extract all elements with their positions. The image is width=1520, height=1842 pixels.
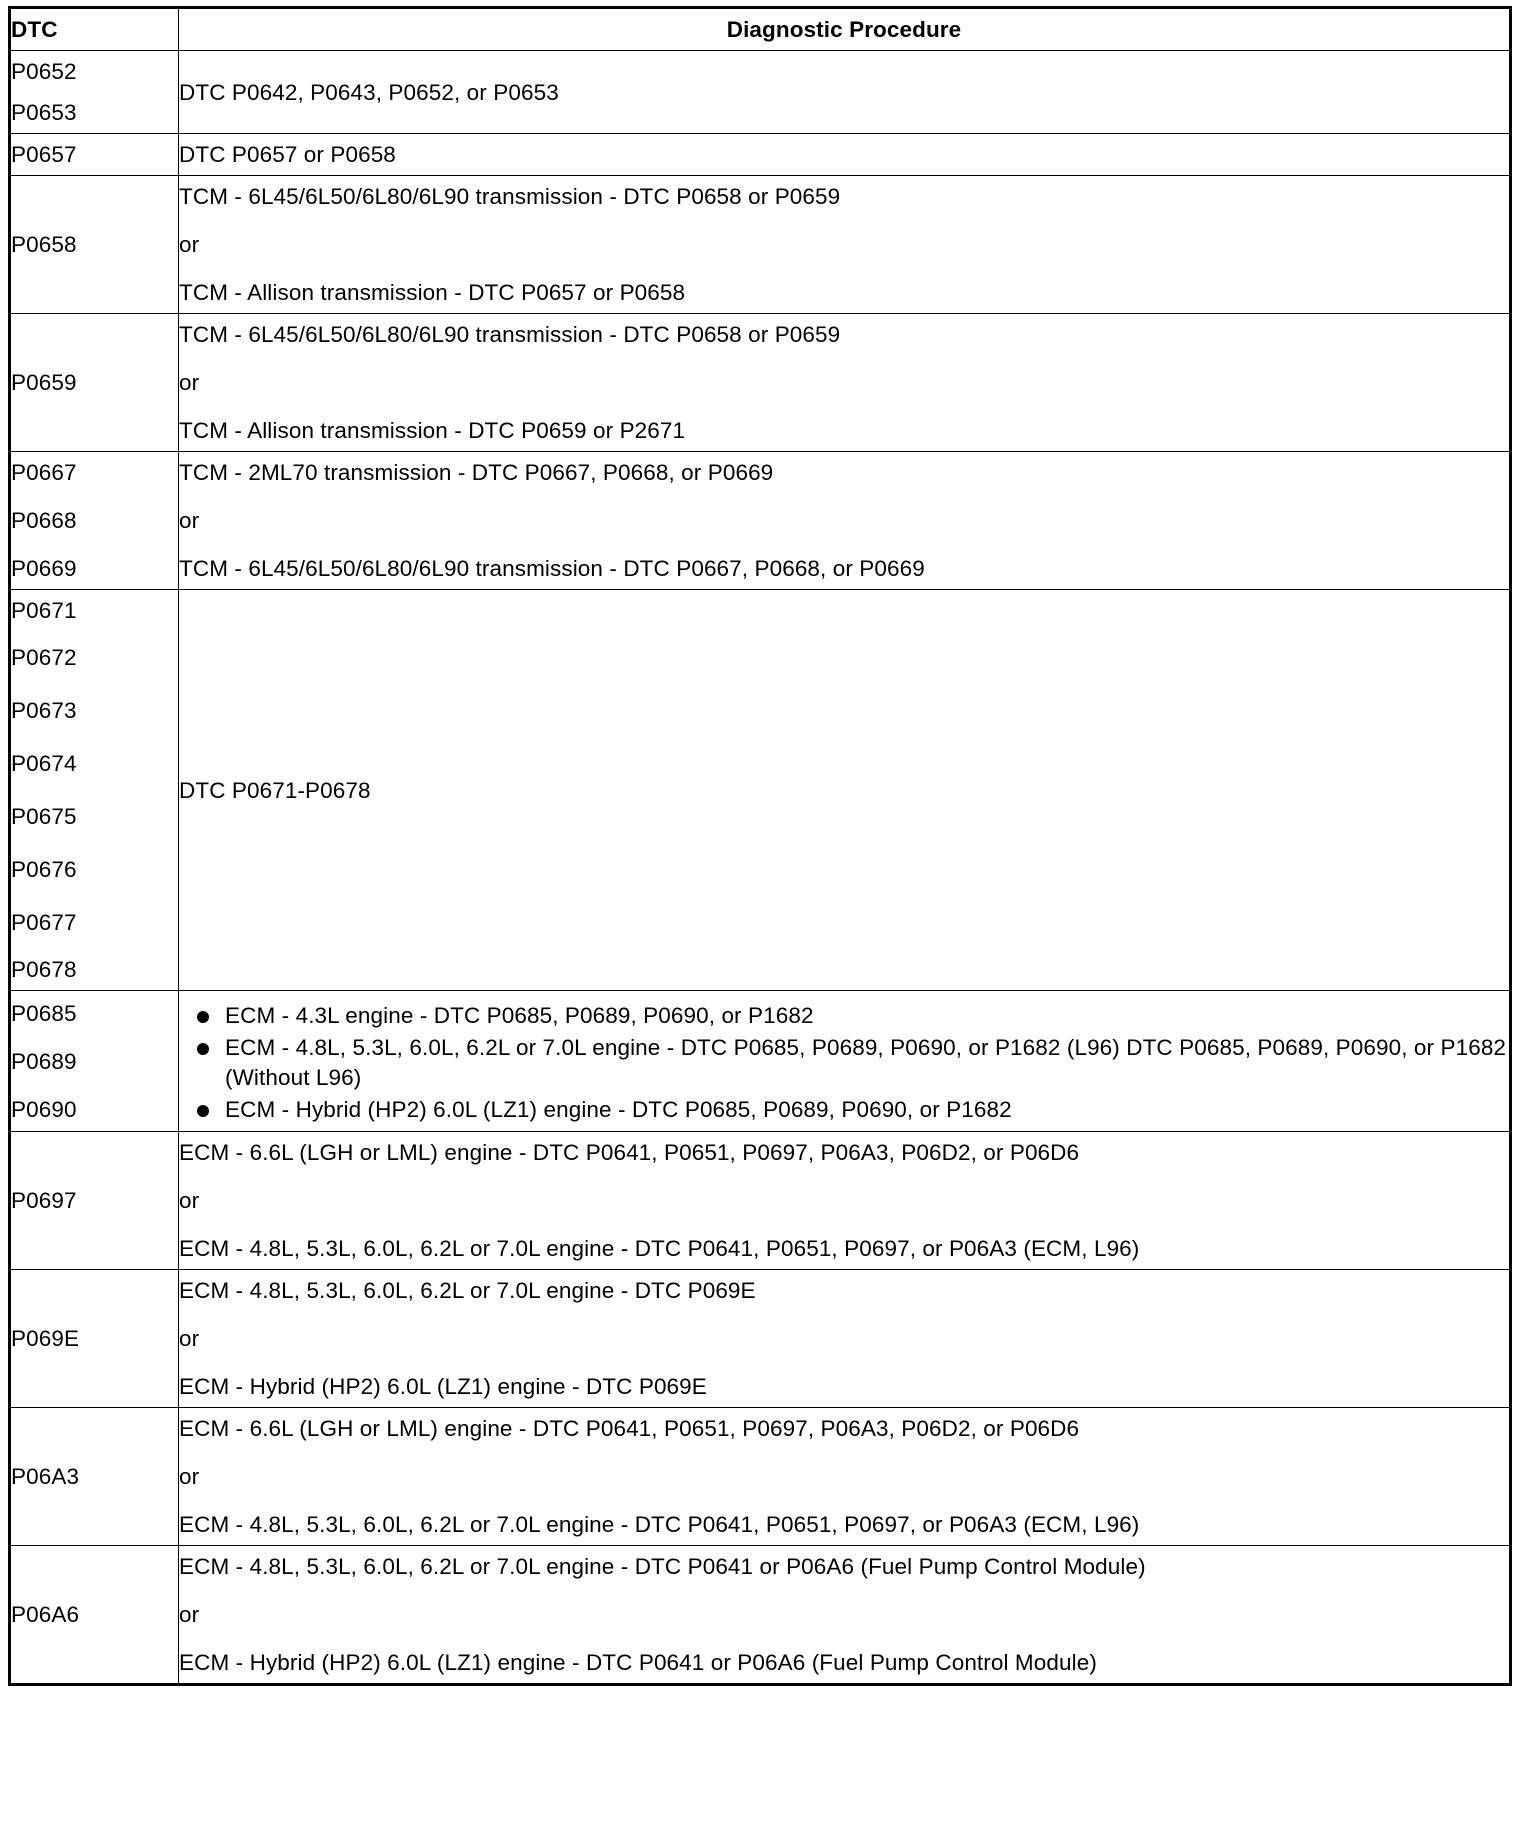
dtc-code: P06A6 <box>11 1602 80 1627</box>
dtc-code: P0690 <box>11 1096 77 1122</box>
procedure-or: or <box>179 508 200 533</box>
dtc-cell <box>10 590 179 991</box>
procedure-cell <box>179 452 1511 590</box>
procedure-cell <box>179 176 1511 314</box>
procedure-text: TCM - 2ML70 transmission - DTC P0667, P0668, or P0669 <box>179 460 774 485</box>
table-row <box>10 314 1511 452</box>
dtc-table <box>8 6 1512 1686</box>
dtc-code: P0674 <box>11 751 77 776</box>
dtc-code: P06A3 <box>11 1464 80 1489</box>
procedure-cell <box>179 51 1511 134</box>
procedure-cell <box>179 991 1511 1132</box>
table-row <box>10 590 1511 991</box>
procedure-text: TCM - 6L45/6L50/6L80/6L90 transmission - DTC P0667, P0668, or P0669 <box>179 556 925 581</box>
dtc-cell <box>10 1408 179 1546</box>
procedure-text: DTC P0671-P0678 <box>179 777 371 803</box>
procedure-or: or <box>179 1188 200 1213</box>
dtc-cell <box>10 452 179 590</box>
procedure-or: or <box>179 1602 200 1627</box>
procedure-text: TCM - Allison transmission - DTC P0659 or P2671 <box>179 418 686 443</box>
column-header-procedure: Diagnostic Procedure <box>179 8 1511 51</box>
procedure-or: or <box>179 1464 200 1489</box>
procedure-text: ECM - 4.8L, 5.3L, 6.0L, 6.2L or 7.0L engine - DTC P0641 or P06A6 (Fuel Pump Control Module) <box>179 1554 1146 1579</box>
procedure-cell <box>179 1270 1511 1408</box>
dtc-cell <box>10 991 179 1132</box>
dtc-code: P0658 <box>11 232 77 257</box>
procedure-cell <box>179 1132 1511 1270</box>
dtc-code: P069E <box>11 1326 80 1351</box>
procedure-cell <box>179 134 1511 176</box>
procedure-text: TCM - Allison transmission - DTC P0657 or P0658 <box>179 280 686 305</box>
procedure-text: ECM - 4.8L, 5.3L, 6.0L, 6.2L or 7.0L engine - DTC P0641, P0651, P0697, or P06A3 (ECM, L96) <box>179 1512 1140 1537</box>
procedure-cell <box>179 1408 1511 1546</box>
bullet-icon <box>197 1105 209 1117</box>
dtc-cell <box>10 1132 179 1270</box>
dtc-code: P0672 <box>11 645 77 670</box>
dtc-code: P0657 <box>11 142 77 167</box>
dtc-cell <box>10 314 179 452</box>
procedure-bullet-item <box>179 1001 1509 1031</box>
table-row <box>10 51 1511 134</box>
table-row <box>10 1132 1511 1270</box>
procedure-bullet-item <box>179 1033 1509 1093</box>
dtc-code: P0673 <box>11 698 77 723</box>
bullet-icon <box>197 1043 209 1055</box>
procedure-text: ECM - Hybrid (HP2) 6.0L (LZ1) engine - DTC P0641 or P06A6 (Fuel Pump Control Module) <box>179 1650 1097 1675</box>
dtc-cell <box>10 1546 179 1685</box>
procedure-cell <box>179 314 1511 452</box>
table-row <box>10 176 1511 314</box>
column-header-dtc: DTC <box>10 8 179 51</box>
procedure-bullet-list <box>179 991 1509 1131</box>
procedure-text: ECM - 4.8L, 5.3L, 6.0L, 6.2L or 7.0L engine - DTC P0685, P0689, P0690, or P1682 (L96) DTC P0685, P0689, P0690, or P1682 (Without L96) <box>225 1035 1507 1090</box>
dtc-code: P0697 <box>11 1188 77 1213</box>
dtc-code: P0689 <box>11 1048 77 1074</box>
procedure-text: ECM - Hybrid (HP2) 6.0L (LZ1) engine - DTC P0685, P0689, P0690, or P1682 <box>225 1097 1012 1122</box>
procedure-text: DTC P0657 or P0658 <box>179 142 396 167</box>
dtc-cell <box>10 134 179 176</box>
procedure-or: or <box>179 1326 200 1351</box>
dtc-code: P0685 <box>11 1000 77 1026</box>
table-row <box>10 1408 1511 1546</box>
procedure-text: ECM - 6.6L (LGH or LML) engine - DTC P0641, P0651, P0697, P06A3, P06D2, or P06D6 <box>179 1416 1080 1441</box>
dtc-code: P0677 <box>11 910 77 935</box>
procedure-text: ECM - 6.6L (LGH or LML) engine - DTC P0641, P0651, P0697, P06A3, P06D2, or P06D6 <box>179 1140 1080 1165</box>
procedure-or: or <box>179 370 200 395</box>
dtc-code: P0667 <box>11 460 77 485</box>
procedure-text: TCM - 6L45/6L50/6L80/6L90 transmission - DTC P0658 or P0659 <box>179 322 841 347</box>
dtc-cell <box>10 176 179 314</box>
dtc-code: P0671 <box>11 598 77 623</box>
table-row <box>10 1546 1511 1685</box>
table-header-row <box>10 8 1511 51</box>
dtc-code: P0659 <box>11 370 77 395</box>
procedure-or: or <box>179 232 200 257</box>
dtc-code: P0678 <box>11 957 77 982</box>
dtc-code: P0676 <box>11 857 77 882</box>
dtc-cell <box>10 51 179 134</box>
procedure-text: ECM - 4.8L, 5.3L, 6.0L, 6.2L or 7.0L engine - DTC P069E <box>179 1278 756 1303</box>
procedure-text: ECM - 4.8L, 5.3L, 6.0L, 6.2L or 7.0L engine - DTC P0641, P0651, P0697, or P06A3 (ECM, L96) <box>179 1236 1140 1261</box>
table-row <box>10 1270 1511 1408</box>
procedure-cell <box>179 590 1511 991</box>
table-row <box>10 452 1511 590</box>
dtc-code: P0668 <box>11 508 77 533</box>
procedure-text: ECM - 4.3L engine - DTC P0685, P0689, P0690, or P1682 <box>225 1003 814 1028</box>
dtc-code: P0652 <box>11 59 77 84</box>
bullet-icon <box>197 1011 209 1023</box>
dtc-code: P0669 <box>11 556 77 581</box>
procedure-bullet-item <box>179 1095 1509 1125</box>
table-row <box>10 134 1511 176</box>
procedure-cell <box>179 1546 1511 1685</box>
dtc-cell <box>10 1270 179 1408</box>
dtc-code: P0653 <box>11 100 77 125</box>
procedure-text: ECM - Hybrid (HP2) 6.0L (LZ1) engine - DTC P069E <box>179 1374 707 1399</box>
procedure-text: DTC P0642, P0643, P0652, or P0653 <box>179 79 559 105</box>
table-body <box>10 51 1511 1685</box>
procedure-text: TCM - 6L45/6L50/6L80/6L90 transmission - DTC P0658 or P0659 <box>179 184 841 209</box>
dtc-code: P0675 <box>11 804 77 829</box>
table-row <box>10 991 1511 1132</box>
